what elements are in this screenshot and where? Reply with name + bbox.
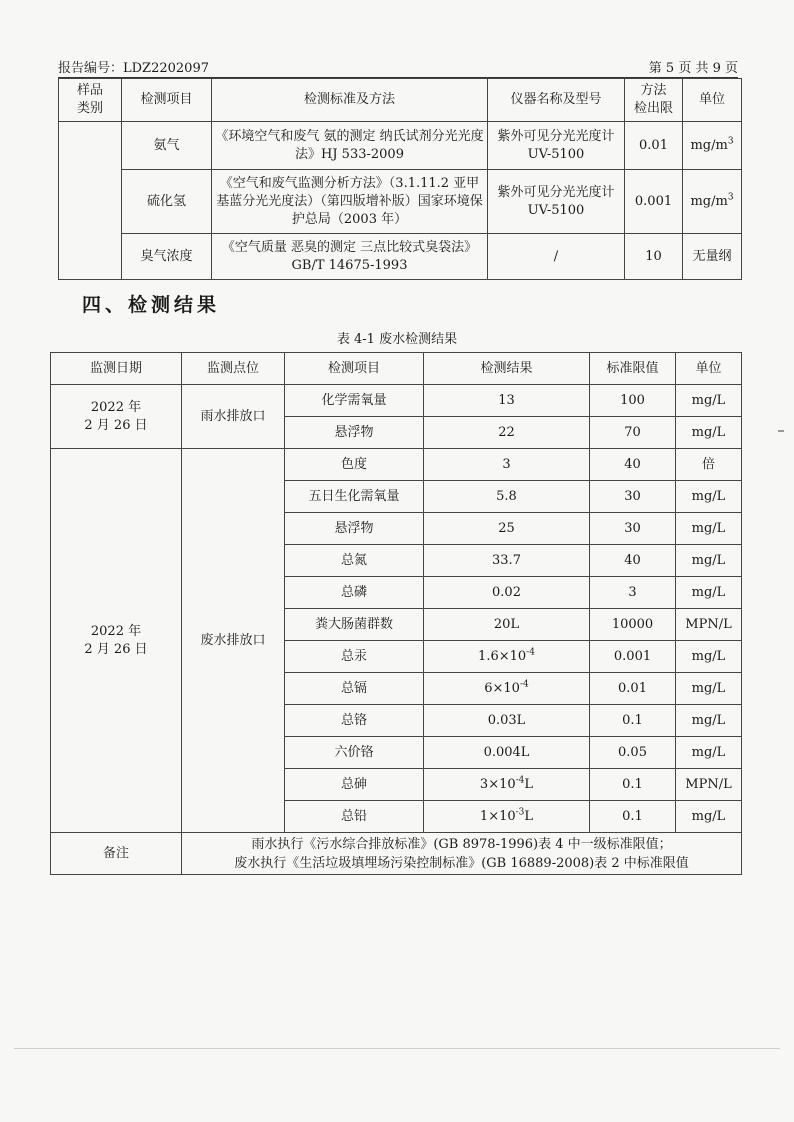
unit: $mg/m^3$ bbox=[683, 170, 742, 234]
header-limit: 标准限值 bbox=[590, 353, 676, 385]
test-result: 3 bbox=[424, 449, 590, 481]
test-result: 22 bbox=[424, 417, 590, 449]
unit: 倍 bbox=[676, 449, 742, 481]
unit: mg/L bbox=[676, 513, 742, 545]
standard-method: 《空气质量 恶臭的测定 三点比较式臭袋法》GB/T 14675-1993 bbox=[212, 234, 488, 280]
scan-line bbox=[14, 1048, 780, 1049]
header-instrument: 仪器名称及型号 bbox=[488, 79, 625, 122]
test-item: 悬浮物 bbox=[285, 513, 424, 545]
unit: mg/L bbox=[676, 577, 742, 609]
standard-limit: 30 bbox=[590, 513, 676, 545]
monitoring-point: 废水排放口 bbox=[182, 449, 285, 833]
test-item: 化学需氧量 bbox=[285, 385, 424, 417]
standard-limit: 40 bbox=[590, 449, 676, 481]
standard-limit: 70 bbox=[590, 417, 676, 449]
header-date: 监测日期 bbox=[51, 353, 182, 385]
header-test-item: 检测项目 bbox=[122, 79, 212, 122]
standard-limit: 30 bbox=[590, 481, 676, 513]
scan-mark bbox=[778, 430, 784, 432]
header-standard-method: 检测标准及方法 bbox=[212, 79, 488, 122]
test-item: 硫化氢 bbox=[122, 170, 212, 234]
header-detection-limit: 方法 检出限 bbox=[625, 79, 683, 122]
standard-method: 《环境空气和废气 氨的测定 纳氏试剂分光光度法》HJ 533-2009 bbox=[212, 122, 488, 170]
test-result: $6\times 10^{-4}$ bbox=[424, 673, 590, 705]
unit: $mg/m^3$ bbox=[683, 122, 742, 170]
test-item: 总氮 bbox=[285, 545, 424, 577]
test-item: 总砷 bbox=[285, 769, 424, 801]
detection-limit: 0.001 bbox=[625, 170, 683, 234]
test-result: 25 bbox=[424, 513, 590, 545]
test-item: 总磷 bbox=[285, 577, 424, 609]
test-result: 0.004L bbox=[424, 737, 590, 769]
header-item: 检测项目 bbox=[285, 353, 424, 385]
test-result: $1\times 10^{-3}L$ bbox=[424, 801, 590, 833]
standard-method: 《空气和废气监测分析方法》（3.1.11.2 亚甲基蓝分光光度法）（第四版增补版）国家环境保护总局（2003 年） bbox=[212, 170, 488, 234]
test-result: $3\times 10^{-4}L$ bbox=[424, 769, 590, 801]
sample-type-cell bbox=[59, 122, 122, 280]
test-result: 0.03L bbox=[424, 705, 590, 737]
standard-limit: 0.1 bbox=[590, 705, 676, 737]
results-header-row bbox=[51, 353, 742, 385]
methods-table bbox=[58, 78, 742, 280]
header-sample-type: 样品 类别 bbox=[59, 79, 122, 122]
instrument: / bbox=[488, 234, 625, 280]
test-item: 总铅 bbox=[285, 801, 424, 833]
test-result: 33.7 bbox=[424, 545, 590, 577]
results-table bbox=[50, 352, 742, 875]
page-header bbox=[58, 57, 738, 78]
remark-text bbox=[182, 833, 742, 875]
table-row bbox=[59, 234, 742, 280]
test-item: 六价铬 bbox=[285, 737, 424, 769]
unit: mg/L bbox=[676, 385, 742, 417]
unit: mg/L bbox=[676, 801, 742, 833]
test-item: 粪大肠菌群数 bbox=[285, 609, 424, 641]
table-row bbox=[51, 449, 742, 481]
unit: mg/L bbox=[676, 481, 742, 513]
test-item: 总汞 bbox=[285, 641, 424, 673]
test-result: 0.02 bbox=[424, 577, 590, 609]
unit: mg/L bbox=[676, 737, 742, 769]
test-item: 五日生化需氧量 bbox=[285, 481, 424, 513]
unit: mg/L bbox=[676, 417, 742, 449]
standard-limit: 0.1 bbox=[590, 801, 676, 833]
monitoring-date: 2022 年 2 月 26 日 bbox=[51, 449, 182, 833]
section-title: 四、检测结果 bbox=[82, 294, 221, 316]
unit: 无量纲 bbox=[683, 234, 742, 280]
unit: mg/L bbox=[676, 641, 742, 673]
standard-limit: 0.1 bbox=[590, 769, 676, 801]
page-number: 第 5 页 共 9 页 bbox=[648, 61, 738, 76]
unit: MPN/L bbox=[676, 609, 742, 641]
header-unit: 单位 bbox=[676, 353, 742, 385]
header-result: 检测结果 bbox=[424, 353, 590, 385]
unit: MPN/L bbox=[676, 769, 742, 801]
remark-row bbox=[51, 833, 742, 875]
standard-limit: 0.05 bbox=[590, 737, 676, 769]
header-unit: 单位 bbox=[683, 79, 742, 122]
test-item: 总镉 bbox=[285, 673, 424, 705]
test-item: 总铬 bbox=[285, 705, 424, 737]
unit: mg/L bbox=[676, 545, 742, 577]
test-result: 13 bbox=[424, 385, 590, 417]
table-row bbox=[59, 122, 742, 170]
test-result: $1.6\times 10^{-4}$ bbox=[424, 641, 590, 673]
standard-limit: 10000 bbox=[590, 609, 676, 641]
instrument: 紫外可见分光光度计 UV-5100 bbox=[488, 122, 625, 170]
remark-label: 备注 bbox=[51, 833, 182, 875]
test-item: 臭气浓度 bbox=[122, 234, 212, 280]
standard-limit: 0.01 bbox=[590, 673, 676, 705]
test-result: 5.8 bbox=[424, 481, 590, 513]
remark-line: 雨水执行《污水综合排放标准》(GB 8978-1996)表 4 中一级标准限值； bbox=[251, 836, 672, 852]
instrument: 紫外可见分光光度计 UV-5100 bbox=[488, 170, 625, 234]
standard-limit: 40 bbox=[590, 545, 676, 577]
unit: mg/L bbox=[676, 673, 742, 705]
table-caption: 表 4-1 废水检测结果 bbox=[336, 332, 458, 347]
test-item: 氨气 bbox=[122, 122, 212, 170]
methods-header-row bbox=[59, 79, 742, 122]
table-row bbox=[51, 385, 742, 417]
monitoring-point: 雨水排放口 bbox=[182, 385, 285, 449]
standard-limit: 3 bbox=[590, 577, 676, 609]
detection-limit: 0.01 bbox=[625, 122, 683, 170]
detection-limit: 10 bbox=[625, 234, 683, 280]
table-row bbox=[59, 170, 742, 234]
standard-limit: 0.001 bbox=[590, 641, 676, 673]
header-point: 监测点位 bbox=[182, 353, 285, 385]
remark-line: 废水执行《生活垃圾填埋场污染控制标准》(GB 16889-2008)表 2 中标准限值 bbox=[234, 855, 689, 871]
test-item: 悬浮物 bbox=[285, 417, 424, 449]
monitoring-date: 2022 年 2 月 26 日 bbox=[51, 385, 182, 449]
unit: mg/L bbox=[676, 705, 742, 737]
test-result: 20L bbox=[424, 609, 590, 641]
report-number: 报告编号：LDZ2202097 bbox=[58, 61, 209, 76]
test-item: 色度 bbox=[285, 449, 424, 481]
standard-limit: 100 bbox=[590, 385, 676, 417]
